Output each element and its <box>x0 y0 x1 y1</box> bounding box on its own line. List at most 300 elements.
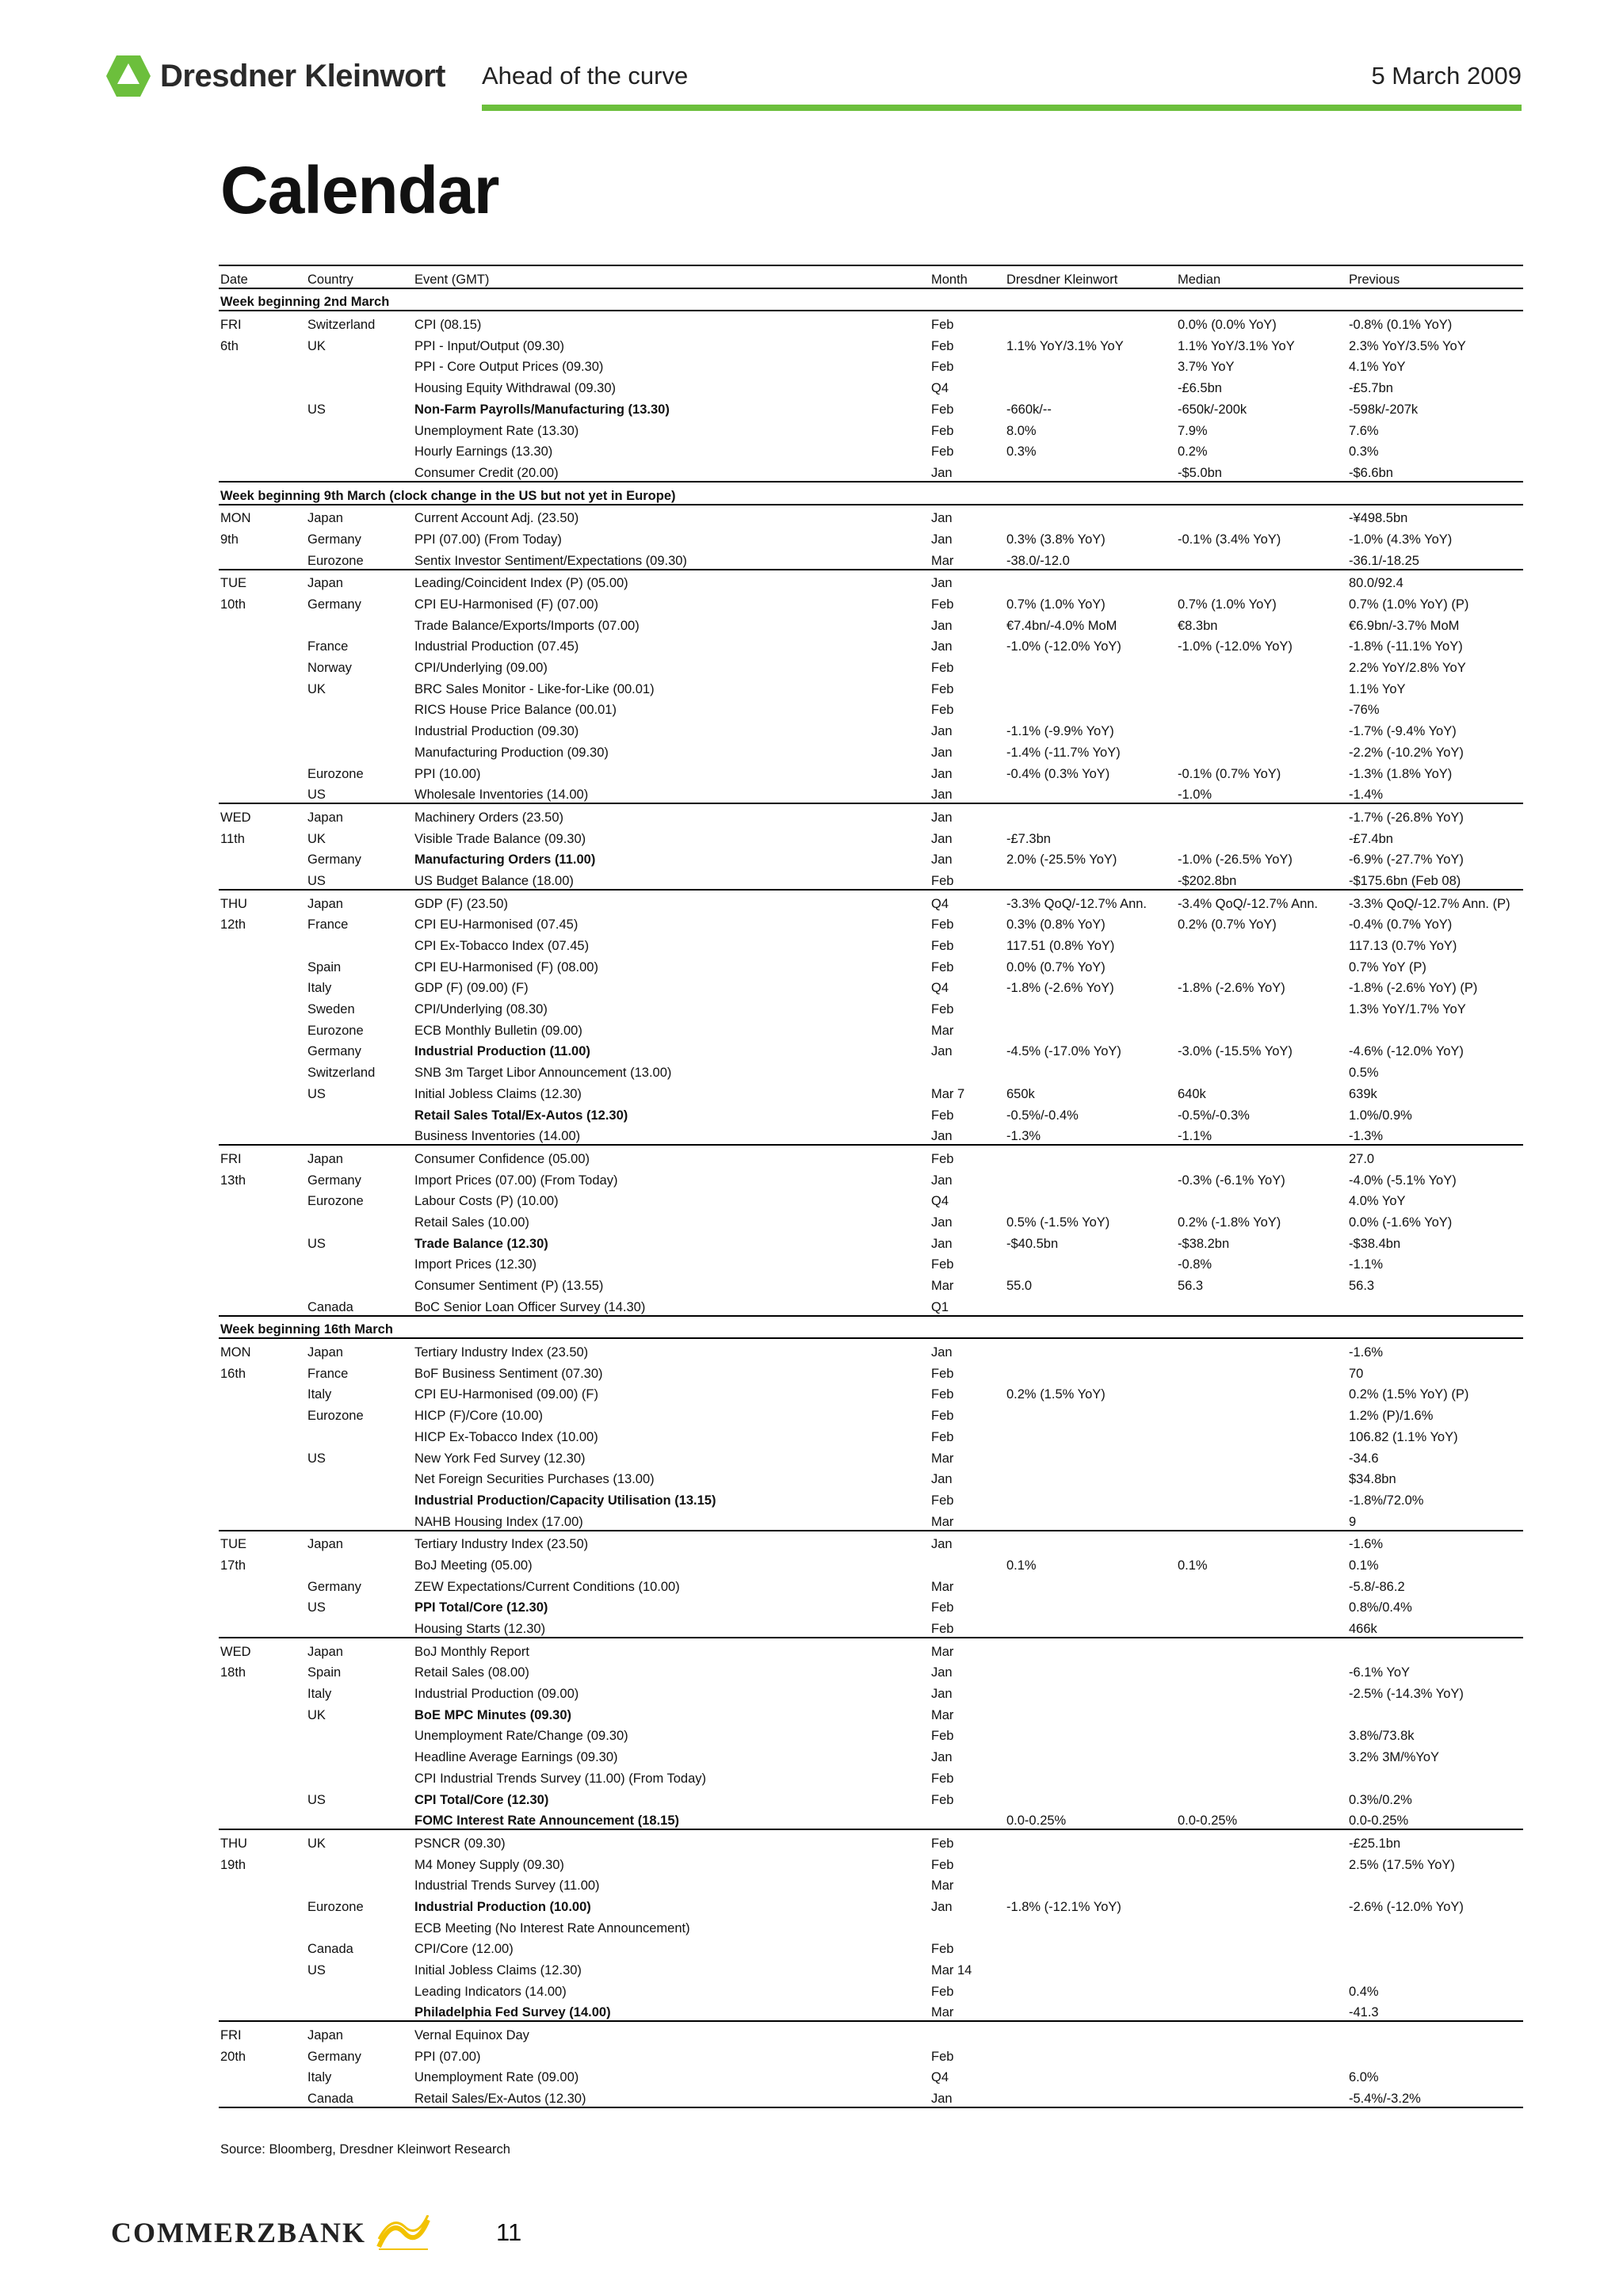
cell-month: Jan <box>931 1899 953 1914</box>
cell-previous: -3.3% QoQ/-12.7% Ann. (P) <box>1349 896 1510 911</box>
cell-month: Feb <box>930 868 1005 890</box>
week-label: Week beginning 9th March (clock change in the US but not yet in Europe) <box>219 482 1523 505</box>
cell-dresdner <box>1005 1466 1176 1488</box>
table-row <box>219 1508 1523 1531</box>
cell-month: Jan <box>931 810 953 825</box>
cell-month: Jan <box>931 639 953 654</box>
cell-country <box>306 1873 413 1894</box>
cell-event: Industrial Production (09.30) <box>414 724 579 739</box>
cell-median: -3.0% (-15.5% YoY) <box>1178 1044 1293 1059</box>
cell-month: Q4 <box>931 981 949 996</box>
cell-month: Feb <box>931 703 954 718</box>
table-row <box>219 954 1523 975</box>
cell-event: Industrial Production (10.00) <box>414 1899 591 1914</box>
cell-previous: -5.4%/-3.2% <box>1347 2085 1523 2107</box>
table-row <box>219 1039 1523 1060</box>
cell-previous: -£25.1bn <box>1349 1836 1401 1851</box>
cell-dresdner <box>1005 1360 1176 1382</box>
cell-date <box>219 1252 306 1273</box>
cell-date <box>219 1123 306 1146</box>
cell-country: Italy <box>307 1387 332 1402</box>
header-brand: Dresdner Kleinwort <box>160 58 445 93</box>
cell-date: 6th <box>220 338 239 353</box>
cell-month: Feb <box>931 360 954 375</box>
cell-month: Jan <box>931 1537 953 1552</box>
cell-dresdner: -4.5% (-17.0% YoY) <box>1006 1044 1121 1059</box>
cell-country: US <box>307 1236 326 1251</box>
cell-previous: 0.0-0.25% <box>1347 1808 1523 1830</box>
cell-dresdner <box>1005 1167 1176 1188</box>
cell-event: GDP (F) (09.00) (F) <box>414 981 529 996</box>
cell-month: Q1 <box>930 1294 1005 1316</box>
cell-previous: 3.2% 3M/%YoY <box>1349 1750 1440 1765</box>
cell-country: US <box>307 1600 326 1615</box>
cell-median: 0.7% (1.0% YoY) <box>1178 597 1277 612</box>
cell-previous: -$38.4bn <box>1349 1236 1401 1251</box>
cell-date <box>219 1294 306 1316</box>
table-row <box>219 1873 1523 1894</box>
table-row <box>219 505 1523 527</box>
cell-month: Q4 <box>931 2070 949 2085</box>
cell-month: Mar <box>931 1878 954 1894</box>
cell-median <box>1176 505 1347 527</box>
cell-previous: 639k <box>1349 1086 1377 1101</box>
cell-dresdner <box>1005 1338 1176 1360</box>
cell-previous: -6.1% YoY <box>1349 1665 1411 1680</box>
cell-median <box>1176 1978 1347 2000</box>
cell-dresdner <box>1005 1017 1176 1039</box>
cell-country: Spain <box>307 1665 342 1680</box>
cell-event: Industrial Production/Capacity Utilisation (13.15) <box>414 1493 716 1508</box>
cell-country: Japan <box>307 1644 343 1659</box>
cell-event: CPI/Core (12.00) <box>414 1942 514 1957</box>
cell-country <box>306 1852 413 1873</box>
cell-previous: 80.0/92.4 <box>1349 576 1403 591</box>
cell-median <box>1176 1744 1347 1765</box>
cell-median: -0.1% (0.7% YoY) <box>1178 766 1281 781</box>
cell-dresdner <box>1005 1787 1176 1808</box>
cell-country: Eurozone <box>307 1023 364 1038</box>
table-row <box>219 1808 1523 1830</box>
table-row <box>219 570 1523 592</box>
cell-previous <box>1347 2043 1523 2065</box>
table-row <box>219 591 1523 612</box>
table-row <box>219 1744 1523 1765</box>
cell-previous: 0.3%/0.2% <box>1349 1792 1412 1807</box>
cell-date <box>219 1230 306 1252</box>
cell-month: Jan <box>931 724 953 739</box>
table-row <box>219 868 1523 890</box>
cell-median: 0.0-0.25% <box>1176 1808 1347 1830</box>
cell-month: Feb <box>931 917 954 933</box>
table-row <box>219 826 1523 847</box>
cell-date <box>219 1744 306 1765</box>
cell-event: Industrial Trends Survey (11.00) <box>414 1878 600 1894</box>
cell-month: Jan <box>931 576 953 591</box>
cell-date <box>219 868 306 890</box>
table-row <box>219 1702 1523 1723</box>
cell-median: 0.1% <box>1178 1558 1208 1573</box>
cell-dresdner <box>1005 2085 1176 2107</box>
cell-country: Eurozone <box>307 1409 364 1424</box>
cell-previous: -4.6% (-12.0% YoY) <box>1349 1044 1464 1059</box>
table-row <box>219 1272 1523 1294</box>
cell-previous: 0.3% <box>1349 444 1379 460</box>
header-logo <box>105 52 445 100</box>
cell-country <box>306 1123 413 1146</box>
cell-date <box>219 1382 306 1403</box>
cell-event: Retail Sales (10.00) <box>414 1215 529 1230</box>
cell-date <box>219 439 306 460</box>
week-header-row <box>219 1316 1523 1339</box>
cell-month: Mar 14 <box>931 1963 972 1978</box>
cell-previous <box>1347 1915 1523 1936</box>
week-label: Week beginning 2nd March <box>219 288 1523 311</box>
cell-dresdner: 0.3% (0.8% YoY) <box>1006 917 1106 933</box>
table-row <box>219 1660 1523 1681</box>
cell-event: Retail Sales (08.00) <box>414 1665 529 1680</box>
cell-month: Feb <box>931 939 954 953</box>
cell-median: -1.0% <box>1176 782 1347 804</box>
cell-previous: 2.5% (17.5% YoY) <box>1349 1857 1455 1872</box>
cell-month: Feb <box>931 402 954 417</box>
cell-previous: 0.0% (-1.6% YoY) <box>1349 1215 1453 1230</box>
cell-event: CPI (08.15) <box>414 318 482 333</box>
table-row <box>219 1402 1523 1424</box>
cell-event: Visible Trade Balance (09.30) <box>414 831 586 846</box>
cell-date: FRI <box>220 318 242 333</box>
cell-country: Switzerland <box>307 318 376 333</box>
cell-dresdner: 55.0 <box>1006 1279 1033 1293</box>
cell-median: 640k <box>1178 1086 1206 1101</box>
table-row <box>219 739 1523 761</box>
cell-event: Initial Jobless Claims (12.30) <box>414 1086 582 1101</box>
cell-month: Jan <box>931 766 953 781</box>
cell-previous: -4.0% (-5.1% YoY) <box>1349 1173 1457 1188</box>
cell-country: Eurozone <box>306 547 413 570</box>
cell-median <box>1176 547 1347 570</box>
cell-country: Sweden <box>307 1002 355 1017</box>
cell-median <box>1176 1595 1347 1616</box>
cell-median: 0.0% (0.0% YoY) <box>1178 318 1277 333</box>
cell-month: Feb <box>931 1387 954 1402</box>
cell-median: -650k/-200k <box>1178 402 1247 417</box>
cell-previous: 0.2% (1.5% YoY) (P) <box>1349 1387 1469 1402</box>
cell-previous <box>1347 2021 1523 2043</box>
cell-date: MON <box>220 1345 251 1360</box>
cell-month: Feb <box>931 444 954 460</box>
cell-event: Unemployment Rate/Change (09.30) <box>414 1729 628 1744</box>
cell-event: PPI (10.00) <box>414 766 481 781</box>
cell-country: UK <box>307 1707 326 1722</box>
cell-median <box>1176 1508 1347 1531</box>
table-row <box>219 1382 1523 1403</box>
cell-month: Mar <box>930 1508 1005 1531</box>
table-row <box>219 912 1523 933</box>
cell-event: Manufacturing Production (09.30) <box>414 745 609 760</box>
cell-date <box>219 2065 306 2086</box>
cell-date <box>219 782 306 804</box>
cell-event: Consumer Sentiment (P) (13.55) <box>414 1279 604 1293</box>
cell-month: Feb <box>931 1493 954 1508</box>
cell-month: Feb <box>931 1002 954 1017</box>
cell-month: Feb <box>931 661 954 676</box>
cell-date <box>219 1424 306 1445</box>
cell-country: Germany <box>307 1173 361 1188</box>
table-body <box>219 288 1523 2107</box>
cell-median <box>1176 718 1347 739</box>
cell-previous: 70 <box>1349 1366 1364 1381</box>
cell-previous: 106.82 (1.1% YoY) <box>1349 1429 1458 1444</box>
cell-dresdner: -3.3% QoQ/-12.7% Ann. <box>1006 896 1148 911</box>
cell-date <box>219 612 306 634</box>
cell-previous: -36.1/-18.25 <box>1347 547 1523 570</box>
cell-median <box>1176 803 1347 826</box>
cell-median: 7.9% <box>1178 423 1208 438</box>
cell-event: Housing Starts (12.30) <box>413 1615 930 1638</box>
cell-event: CPI EU-Harmonised (07.45) <box>414 917 579 933</box>
cell-country: Japan <box>307 2028 343 2043</box>
table-row <box>219 676 1523 697</box>
cell-country: US <box>307 402 326 417</box>
cell-event: Sentix Investor Sentiment/Expectations (09.30) <box>413 547 930 570</box>
cell-event: Retail Sales/Ex-Autos (12.30) <box>413 2085 930 2107</box>
cell-previous: 0.4% <box>1349 1984 1379 1999</box>
cell-date <box>219 547 306 570</box>
cell-median: -1.1% <box>1176 1123 1347 1146</box>
cell-event: Housing Equity Withdrawal (09.30) <box>414 381 617 396</box>
cell-dresdner: 0.3% (3.8% YoY) <box>1006 532 1106 547</box>
cell-date <box>219 354 306 376</box>
cell-country: Italy <box>307 1687 332 1702</box>
cell-date: 13th <box>220 1173 246 1188</box>
week-label: Week beginning 16th March <box>219 1316 1523 1339</box>
cell-median <box>1176 1723 1347 1745</box>
table-row <box>219 439 1523 460</box>
cell-date: TUE <box>220 576 246 591</box>
cell-previous: -0.4% (0.7% YoY) <box>1349 917 1453 933</box>
cell-month: Feb <box>931 1108 954 1123</box>
table-row <box>219 1360 1523 1382</box>
cell-dresdner <box>1005 1936 1176 1958</box>
table-row <box>219 1638 1523 1660</box>
cell-median: -0.5%/-0.3% <box>1178 1108 1250 1123</box>
cell-date <box>219 1017 306 1039</box>
cell-date <box>219 933 306 954</box>
cell-month: Jan <box>930 460 1005 482</box>
cell-previous <box>1347 1765 1523 1787</box>
commerzbank-ribbon-icon <box>376 2215 431 2250</box>
cell-dresdner <box>1005 354 1176 376</box>
cell-country: France <box>307 917 349 933</box>
cell-month: Feb <box>931 959 954 974</box>
cell-month: Jan <box>931 618 953 633</box>
cell-previous: -41.3 <box>1347 2000 1523 2022</box>
cell-date: 16th <box>220 1366 246 1381</box>
cell-country <box>306 1252 413 1273</box>
cell-previous: 0.5% <box>1349 1066 1379 1081</box>
cell-event: ZEW Expectations/Current Conditions (10.00) <box>414 1579 680 1594</box>
cell-date <box>219 1081 306 1102</box>
cell-dresdner <box>1005 570 1176 592</box>
cell-previous: -£7.4bn <box>1349 831 1393 846</box>
cell-previous: 466k <box>1347 1615 1523 1638</box>
cell-country: Germany <box>307 597 361 612</box>
cell-median <box>1176 1829 1347 1852</box>
table-row <box>219 1123 1523 1146</box>
cell-country: Italy <box>307 2070 332 2085</box>
cell-median <box>1176 1787 1347 1808</box>
table-row <box>219 1466 1523 1488</box>
cell-median <box>1176 1017 1347 1039</box>
table-row <box>219 654 1523 676</box>
column-header-median: Median <box>1176 265 1347 288</box>
cell-country: Eurozone <box>307 766 364 781</box>
cell-date: 11th <box>220 831 245 846</box>
cell-previous: -1.8%/72.0% <box>1349 1493 1424 1508</box>
table-row <box>219 634 1523 655</box>
cell-date: FRI <box>220 1151 242 1166</box>
cell-event: CPI EU-Harmonised (F) (08.00) <box>414 959 598 974</box>
cell-month: Jan <box>931 1173 953 1188</box>
table-row <box>219 1167 1523 1188</box>
cell-country: US <box>307 1792 326 1807</box>
cell-dresdner: -0.5%/-0.4% <box>1006 1108 1079 1123</box>
cell-month <box>930 2021 1005 2043</box>
cell-dresdner <box>1005 697 1176 719</box>
cell-month: Jan <box>931 1472 953 1487</box>
cell-month: Jan <box>931 1687 953 1702</box>
cell-median: -0.3% (-6.1% YoY) <box>1178 1173 1285 1188</box>
table-row <box>219 1209 1523 1230</box>
cell-date <box>219 460 306 482</box>
cell-country: Germany <box>307 2049 361 2064</box>
cell-month: Mar <box>930 2000 1005 2022</box>
cell-median <box>1176 1660 1347 1681</box>
cell-date <box>219 676 306 697</box>
cell-country: Japan <box>307 896 343 911</box>
cell-date <box>219 847 306 868</box>
footer-brand: COMMERZBANK <box>111 2217 366 2248</box>
cell-event: PPI - Input/Output (09.30) <box>414 338 564 353</box>
cell-dresdner: 0.0-0.25% <box>1005 1808 1176 1830</box>
table-row <box>219 718 1523 739</box>
cell-month <box>930 1808 1005 1830</box>
cell-previous: -1.3% <box>1347 1123 1523 1146</box>
cell-dresdner <box>1005 996 1176 1017</box>
cell-date <box>219 2000 306 2022</box>
cell-country: US <box>307 1451 326 1466</box>
cell-previous: -1.0% (4.3% YoY) <box>1349 532 1453 547</box>
cell-month: Feb <box>931 1600 954 1615</box>
cell-month: Feb <box>931 1942 954 1957</box>
cell-previous: -1.6% <box>1349 1537 1384 1552</box>
cell-dresdner: 117.51 (0.8% YoY) <box>1006 939 1115 953</box>
cell-dresdner <box>1005 1873 1176 1894</box>
cell-dresdner: -1.1% (-9.9% YoY) <box>1006 724 1114 739</box>
cell-dresdner <box>1005 1680 1176 1702</box>
cell-previous: -76% <box>1349 703 1380 718</box>
table-row <box>219 1338 1523 1360</box>
cell-country <box>306 718 413 739</box>
table-row <box>219 2000 1523 2022</box>
cell-median <box>1176 2043 1347 2065</box>
cell-date <box>219 1272 306 1294</box>
cell-month: Feb <box>931 1984 954 1999</box>
cell-previous <box>1347 1017 1523 1039</box>
cell-median <box>1176 1615 1347 1638</box>
cell-median <box>1176 826 1347 847</box>
cell-event: Leading Indicators (14.00) <box>414 1984 567 1999</box>
cell-event: PPI (07.00) <box>414 2049 481 2064</box>
cell-month: Jan <box>931 1345 953 1360</box>
cell-country: Japan <box>307 1537 343 1552</box>
cell-month: Feb <box>931 597 954 612</box>
cell-median <box>1176 2021 1347 2043</box>
cell-dresdner <box>1005 1059 1176 1081</box>
cell-country <box>306 418 413 439</box>
cell-median: 3.7% YoY <box>1178 360 1235 375</box>
cell-event: M4 Money Supply (09.30) <box>414 1857 564 1872</box>
cell-event: Trade Balance (12.30) <box>414 1236 548 1251</box>
cell-dresdner <box>1005 1615 1176 1638</box>
cell-country <box>306 1487 413 1508</box>
cell-event: PSNCR (09.30) <box>414 1836 506 1851</box>
cell-country <box>306 1744 413 1765</box>
cell-country <box>306 2000 413 2022</box>
cell-previous: $34.8bn <box>1349 1472 1396 1487</box>
cell-event: PPI Total/Core (12.30) <box>414 1600 548 1615</box>
cell-date: 19th <box>220 1857 246 1872</box>
cell-median <box>1176 1638 1347 1660</box>
cell-median <box>1176 1873 1347 1894</box>
calendar-table-wrapper <box>219 265 1523 2108</box>
cell-month: Mar <box>931 1644 954 1659</box>
table-row <box>219 933 1523 954</box>
cell-dresdner: 0.5% (-1.5% YoY) <box>1006 1215 1110 1230</box>
cell-month: Jan <box>930 2085 1005 2107</box>
table-row <box>219 2043 1523 2065</box>
cell-dresdner <box>1005 2043 1176 2065</box>
cell-country: France <box>307 1366 349 1381</box>
cell-date <box>219 654 306 676</box>
cell-event: Manufacturing Orders (11.00) <box>414 852 596 868</box>
cell-country <box>306 460 413 482</box>
page-title: Calendar <box>220 153 499 227</box>
cell-month: Feb <box>931 318 954 333</box>
cell-median <box>1176 1145 1347 1167</box>
cell-event: Initial Jobless Claims (12.30) <box>414 1963 582 1978</box>
cell-event: Net Foreign Securities Purchases (13.00) <box>414 1472 655 1487</box>
cell-event: HICP Ex-Tobacco Index (10.00) <box>414 1429 598 1444</box>
cell-country: Eurozone <box>307 1899 364 1914</box>
cell-dresdner <box>1005 1487 1176 1508</box>
cell-dresdner: -38.0/-12.0 <box>1005 547 1176 570</box>
cell-event: Industrial Production (07.45) <box>414 639 579 654</box>
cell-median <box>1176 1487 1347 1508</box>
cell-previous: 117.13 (0.7% YoY) <box>1349 939 1457 953</box>
cell-dresdner: -1.8% (-12.1% YoY) <box>1006 1899 1121 1914</box>
cell-country <box>306 1102 413 1123</box>
cell-previous: 1.0%/0.9% <box>1349 1108 1412 1123</box>
cell-country <box>306 933 413 954</box>
cell-event: PPI - Core Output Prices (09.30) <box>414 360 604 375</box>
cell-dresdner <box>1005 311 1176 333</box>
table-row <box>219 396 1523 418</box>
cell-median <box>1176 996 1347 1017</box>
cell-country: Canada <box>306 1294 413 1316</box>
cell-country: Canada <box>307 1942 353 1957</box>
